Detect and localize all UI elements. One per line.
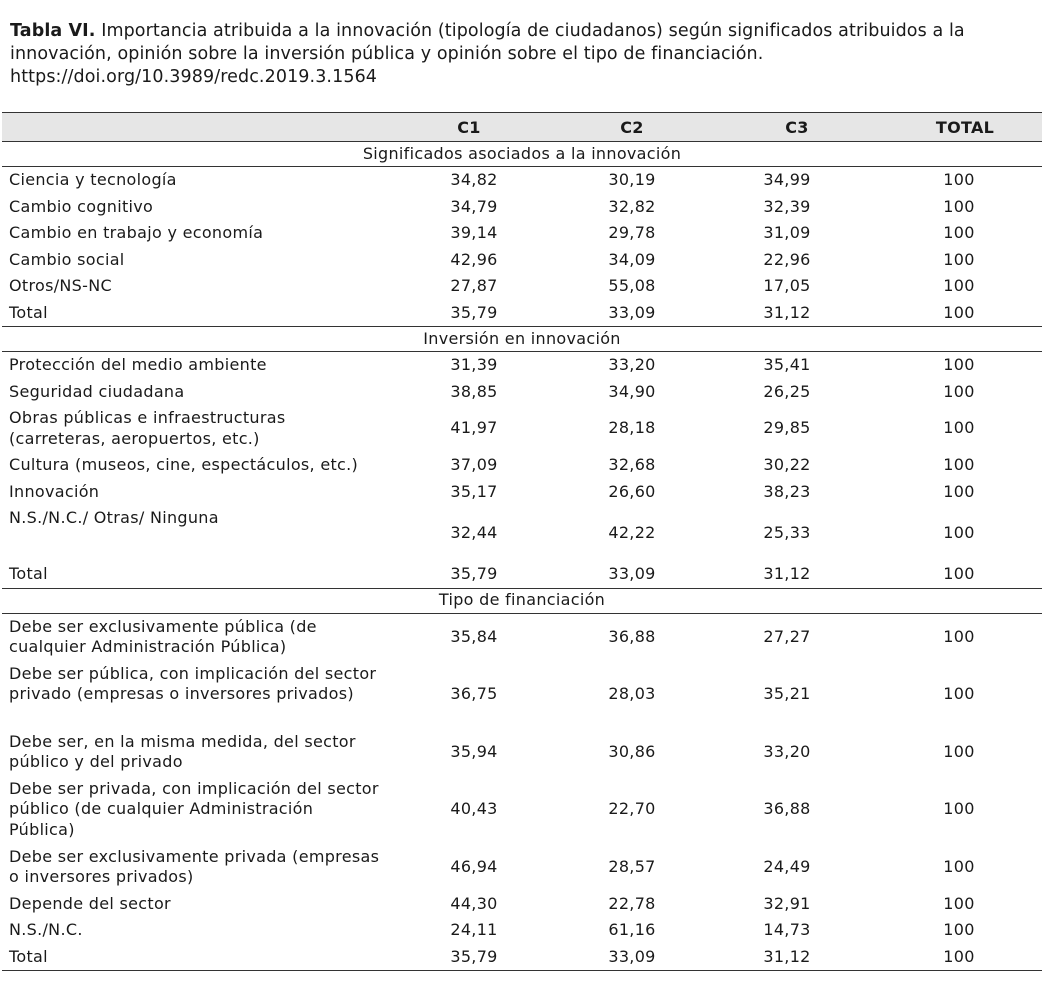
value-c2: 34,09 [608,249,656,269]
value-c3: 32,91 [763,893,811,913]
header-cell-total: TOTAL [888,113,1042,142]
value-c2: 33,09 [558,300,706,327]
value-total: 100 [943,276,975,295]
row-label: N.S./N.C. [9,920,83,939]
value-c1: 27,87 [450,276,498,295]
value-c3: 32,39 [763,196,811,216]
value-c1: 24,11 [450,920,498,939]
value-total: 100 [888,561,1042,588]
section-header-row [2,327,1042,352]
value-total: 100 [943,170,975,189]
header-cell-c2: C2 [558,113,706,142]
table-row [2,917,1042,944]
value-c3: 38,23 [763,481,811,501]
value-c2: 30,19 [608,170,656,189]
row-label: Protección del medio ambiente [9,355,267,374]
row-label: Cambio social [9,249,125,269]
value-c3: 31,12 [706,944,888,971]
value-c2: 42,22 [608,522,656,542]
value-c1: 35,94 [450,741,498,761]
row-label: Debe ser exclusivamente privada (empresas o inversores privados) [9,846,380,886]
section-title: Inversión en innovación [2,327,1042,352]
value-c3: 24,49 [763,856,811,876]
value-c2: 32,68 [608,455,656,474]
value-c2: 32,82 [608,196,656,216]
value-c2: 55,08 [608,276,656,295]
table-row [2,352,1042,379]
value-total: 100 [943,481,975,501]
value-c1: 44,30 [450,893,498,913]
value-c3: 14,73 [763,920,811,939]
value-c1: 34,82 [450,170,498,189]
row-label: Total [2,300,380,327]
row-label: Cambio cognitivo [9,196,154,216]
value-c1: 35,17 [450,481,498,501]
value-total: 100 [943,522,975,542]
value-c3: 34,99 [763,170,811,189]
row-label: Cambio en trabajo y economía [9,223,264,242]
value-c3: 35,21 [763,684,811,704]
row-label: Debe ser privada, con implicación del sector público (de cualquier Administración Pública) [9,778,379,839]
value-total: 100 [943,856,975,876]
table-row [2,220,1042,247]
header-cell-c3: C3 [706,113,888,142]
table-row [2,505,1042,561]
table-row [2,247,1042,274]
table-row [2,273,1042,300]
value-total: 100 [943,418,975,438]
value-c2: 28,03 [608,684,656,704]
value-c1: 40,43 [450,799,498,819]
value-c2: 34,90 [608,381,656,401]
value-c1: 35,79 [380,561,558,588]
value-c2: 30,86 [608,741,656,761]
section-header-row [2,588,1042,613]
row-label: N.S./N.C./ Otras/ Ninguna [9,508,219,527]
row-label: Debe ser pública, con implicación del sector privado (empresas o inversores privados) [9,663,377,703]
value-c3: 31,12 [706,300,888,327]
value-c1: 35,79 [380,300,558,327]
value-c3: 25,33 [763,522,811,542]
header-row [2,113,1042,142]
value-total: 100 [943,249,975,269]
value-c1: 36,75 [450,684,498,704]
value-c3: 27,27 [763,626,811,646]
row-label: Seguridad ciudadana [9,381,185,401]
table-row [2,167,1042,194]
section-title: Tipo de financiación [2,588,1042,613]
row-label: Innovación [9,481,100,501]
value-c2: 29,78 [608,223,656,242]
value-total: 100 [943,799,975,819]
value-c1: 41,97 [450,418,498,438]
value-c2: 33,20 [608,355,656,374]
caption-text: Importancia atribuida a la innovación (tipología de ciudadanos) según significados atribuidos a la innovación, opinión sobre la inversión pública y opinión sobre el tipo de financiación. https://doi.org/10.3989/redc.2019.3.1564 [10,21,965,87]
section-title: Significados asociados a la innovación [2,142,1042,167]
table-row [2,613,1042,661]
row-label: Depende del sector [9,893,171,913]
value-total: 100 [943,455,975,474]
table-row [2,661,1042,729]
table-row [2,405,1042,452]
value-total: 100 [943,741,975,761]
value-c1: 31,39 [450,355,498,374]
value-c3: 30,22 [763,455,811,474]
table-row [2,891,1042,918]
data-table [2,112,1042,971]
value-c2: 26,60 [608,481,656,501]
section-header-row [2,142,1042,167]
value-total: 100 [943,684,975,704]
value-c1: 46,94 [450,856,498,876]
value-total: 100 [943,223,975,242]
row-label: Debe ser, en la misma medida, del sector público y del privado [9,731,356,771]
row-label: Otros/NS-NC [9,276,112,295]
value-c2: 22,78 [608,893,656,913]
row-label: Obras públicas e infraestructuras (carreteras, aeropuertos, etc.) [9,408,286,448]
value-c1: 39,14 [450,223,498,242]
value-c2: 61,16 [608,920,656,939]
value-total: 100 [943,920,975,939]
value-total: 100 [943,355,975,374]
row-label: Total [2,944,380,971]
table-row [2,479,1042,506]
value-c3: 29,85 [763,418,811,438]
table-row [2,300,1042,327]
value-c1: 37,09 [450,455,498,474]
table-row [2,452,1042,479]
row-label: Debe ser exclusivamente pública (de cualquier Administración Pública) [9,616,317,656]
value-c3: 22,96 [763,249,811,269]
value-c1: 32,44 [450,522,498,542]
value-c2: 33,09 [558,944,706,971]
value-c2: 28,57 [608,856,656,876]
table-row [2,944,1042,971]
value-c3: 36,88 [763,799,811,819]
value-c3: 35,41 [763,355,811,374]
value-c1: 35,84 [450,626,498,646]
table-caption [10,20,1030,89]
table-row [2,776,1042,844]
row-label: Ciencia y tecnología [9,170,177,189]
table-row [2,561,1042,588]
header-cell-c1: C1 [380,113,558,142]
value-total: 100 [943,196,975,216]
value-c2: 28,18 [608,418,656,438]
value-c1: 42,96 [450,249,498,269]
value-c1: 35,79 [380,944,558,971]
value-c2: 33,09 [558,561,706,588]
value-c3: 31,12 [706,561,888,588]
table-body [2,142,1042,971]
value-total: 100 [888,944,1042,971]
caption-label: Tabla VI. [10,21,96,41]
value-c2: 36,88 [608,626,656,646]
value-c3: 31,09 [763,223,811,242]
value-c3: 33,20 [763,741,811,761]
value-c3: 17,05 [763,276,811,295]
table-row [2,379,1042,406]
value-total: 100 [943,893,975,913]
value-c2: 22,70 [608,799,656,819]
header-cell-label [2,113,380,142]
table-row [2,844,1042,891]
value-c1: 38,85 [450,381,498,401]
value-total: 100 [888,300,1042,327]
value-total: 100 [943,626,975,646]
row-label: Cultura (museos, cine, espectáculos, etc.) [9,455,359,474]
value-c1: 34,79 [450,196,498,216]
table-row [2,194,1042,221]
value-c3: 26,25 [763,381,811,401]
row-label: Total [2,561,380,588]
value-total: 100 [943,381,975,401]
table-row [2,729,1042,776]
